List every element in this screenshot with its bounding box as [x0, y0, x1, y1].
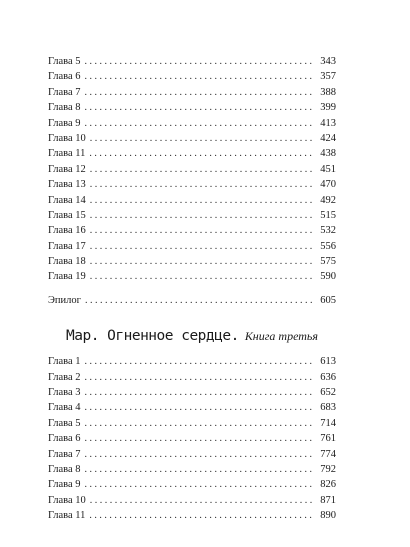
dot-leader: [90, 131, 312, 146]
toc-entry-page: 413: [320, 117, 336, 129]
toc-entry: [48, 477, 336, 492]
toc-entry-page: 605: [320, 294, 336, 306]
dot-leader: [90, 254, 312, 269]
toc-entry-label: Глава 5: [48, 417, 81, 429]
toc-entry-page: 890: [320, 510, 336, 522]
toc-entry-page: 438: [320, 148, 336, 160]
dot-leader: [85, 116, 312, 131]
toc-entry: [48, 146, 336, 161]
dot-leader: [85, 69, 312, 84]
toc-entry: [48, 447, 336, 462]
toc-entry-page: 492: [320, 194, 336, 206]
toc-entry-label: Глава 6: [48, 71, 81, 83]
toc-entry-page: 532: [320, 225, 336, 237]
toc-entry-label: Глава 1: [48, 356, 81, 368]
toc-entry: [48, 85, 336, 100]
toc-entry-page: 826: [320, 479, 336, 491]
toc-entry: [48, 370, 336, 385]
toc-entry-label: Глава 8: [48, 463, 81, 475]
toc-entry-page: 515: [320, 209, 336, 221]
toc-entry-label: Глава 3: [48, 387, 81, 399]
toc-entry-label: Глава 10: [48, 494, 86, 506]
toc-entry-label: Глава 9: [48, 479, 81, 491]
toc-entry-label: Глава 8: [48, 102, 81, 114]
toc-entry: [48, 193, 336, 208]
toc-entry-label: Глава 17: [48, 240, 86, 252]
dot-leader: [90, 493, 312, 508]
book-subtitle: Книга третья: [244, 329, 318, 344]
dot-leader: [85, 370, 312, 385]
toc-entry: [48, 400, 336, 415]
toc-entry-page: 613: [320, 356, 336, 368]
toc-entry: [48, 416, 336, 431]
toc-entry: [48, 100, 336, 115]
dot-leader: [85, 85, 312, 100]
toc-entry-page: 761: [320, 433, 336, 445]
book-title: Мар. Огненное сердце.: [66, 328, 239, 345]
toc-entry-page: 424: [320, 132, 336, 144]
dot-leader: [89, 146, 312, 161]
toc-entry-page: 343: [320, 56, 336, 67]
book-heading: [48, 324, 336, 348]
dot-leader: [85, 54, 312, 69]
toc-list-part1: [48, 54, 336, 285]
toc-entry: [48, 223, 336, 238]
toc-entry-label: Глава 16: [48, 225, 86, 237]
toc-entry-label: Глава 4: [48, 402, 81, 414]
toc-entry: [48, 269, 336, 284]
toc-entry-page: 470: [320, 179, 336, 191]
toc-entry: [48, 54, 336, 69]
toc-entry: [48, 131, 336, 146]
toc-entry-label: Глава 13: [48, 179, 86, 191]
toc-entry-page: 636: [320, 371, 336, 383]
toc-list-book3: [48, 354, 336, 523]
dot-leader: [89, 508, 312, 523]
dot-leader: [90, 162, 312, 177]
dot-leader: [85, 447, 312, 462]
toc-entry-label: Глава 6: [48, 433, 81, 445]
toc-entry: [48, 354, 336, 369]
toc-entry-page: 871: [320, 494, 336, 506]
dot-leader: [90, 193, 312, 208]
spacer: [48, 285, 336, 293]
toc-entry-page: 556: [320, 240, 336, 252]
toc-entry: [48, 208, 336, 223]
toc-entry-label: Глава 11: [48, 510, 86, 522]
toc-entry: [48, 239, 336, 254]
toc-entry-label: Глава 19: [48, 271, 86, 283]
toc-entry-label: Глава 7: [48, 86, 81, 98]
toc-entry-page: 683: [320, 402, 336, 414]
toc-entry: [48, 431, 336, 446]
dot-leader: [85, 431, 312, 446]
toc-entry-page: 714: [320, 417, 336, 429]
toc-entry-label: Глава 18: [48, 256, 86, 268]
toc-entry: [48, 177, 336, 192]
toc-entry-page: 357: [320, 71, 336, 83]
toc-entry: [48, 493, 336, 508]
toc-entry-label: Эпилог: [48, 294, 81, 306]
table-of-contents: [48, 54, 336, 524]
dot-leader: [85, 293, 312, 308]
toc-entry: [48, 462, 336, 477]
dot-leader: [85, 462, 312, 477]
toc-entry: [48, 385, 336, 400]
toc-entry-label: Глава 2: [48, 371, 81, 383]
toc-entry: [48, 162, 336, 177]
toc-entry: [48, 116, 336, 131]
dot-leader: [90, 239, 312, 254]
toc-entry-label: Глава 5: [48, 56, 81, 67]
toc-entry-page: 451: [320, 163, 336, 175]
toc-entry: [48, 254, 336, 269]
dot-leader: [85, 400, 312, 415]
toc-entry: [48, 508, 336, 523]
toc-entry-page: 652: [320, 387, 336, 399]
dot-leader: [85, 416, 312, 431]
toc-entry-page: 399: [320, 102, 336, 114]
toc-entry-page: 774: [320, 448, 336, 460]
dot-leader: [90, 269, 312, 284]
dot-leader: [85, 385, 312, 400]
toc-entry-epilogue: [48, 293, 336, 308]
toc-entry-label: Глава 11: [48, 148, 86, 160]
toc-entry: [48, 69, 336, 84]
toc-entry-label: Глава 9: [48, 117, 81, 129]
toc-entry-label: Глава 10: [48, 132, 86, 144]
toc-entry-page: 792: [320, 463, 336, 475]
toc-entry-label: Глава 12: [48, 163, 86, 175]
toc-entry-page: 575: [320, 256, 336, 268]
dot-leader: [85, 100, 312, 115]
toc-entry-label: Глава 15: [48, 209, 86, 221]
toc-entry-page: 388: [320, 86, 336, 98]
dot-leader: [90, 223, 312, 238]
dot-leader: [85, 354, 312, 369]
dot-leader: [85, 477, 312, 492]
dot-leader: [90, 177, 312, 192]
toc-entry-label: Глава 7: [48, 448, 81, 460]
dot-leader: [90, 208, 312, 223]
toc-entry-page: 590: [320, 271, 336, 283]
toc-entry-label: Глава 14: [48, 194, 86, 206]
